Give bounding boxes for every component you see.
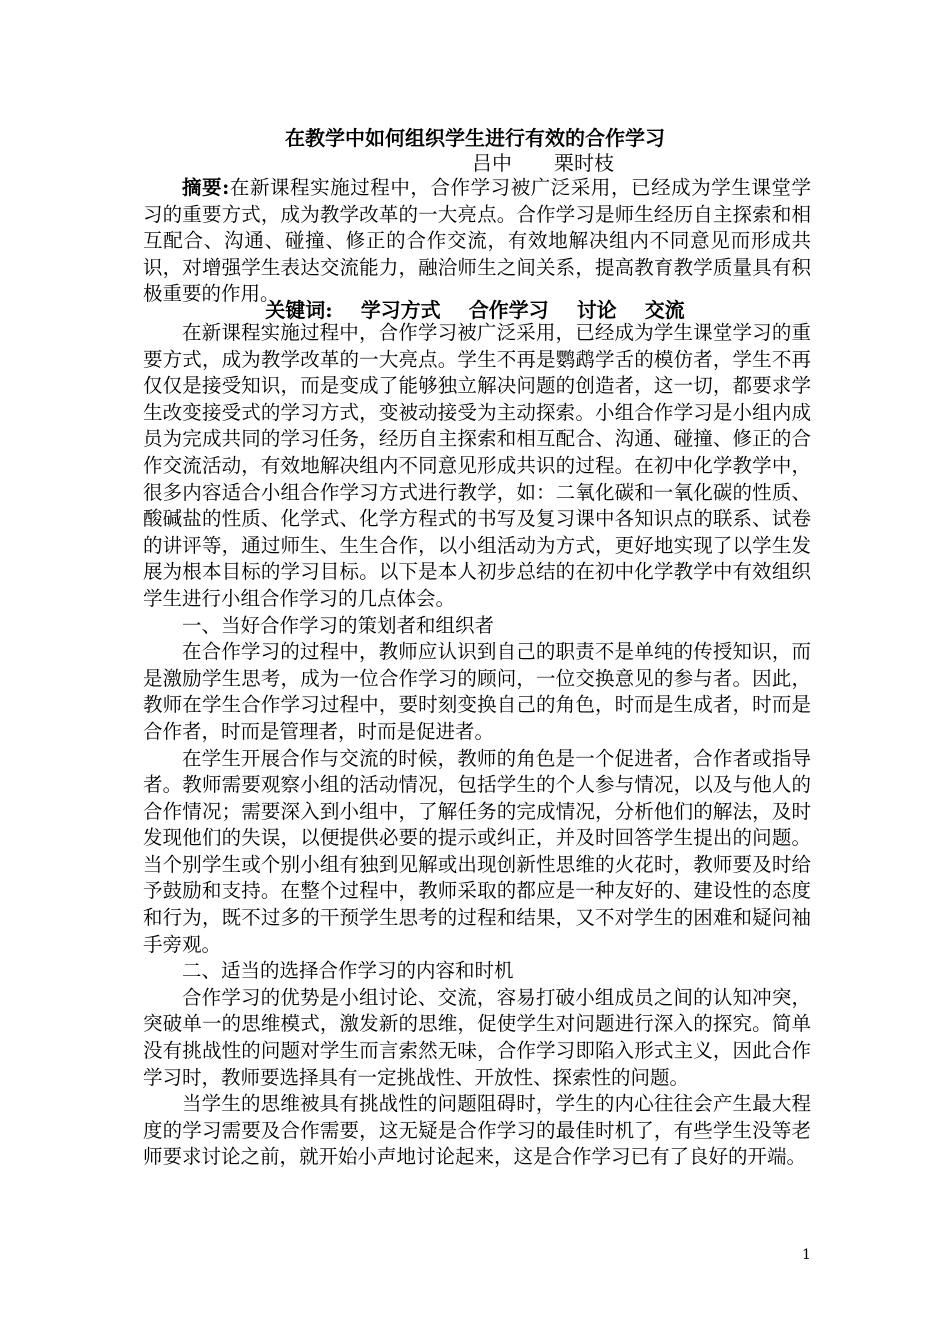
keyword: 交流	[644, 298, 685, 322]
article-body	[143, 320, 811, 1171]
keyword: 学习方式	[360, 298, 441, 322]
body-paragraph: 在合作学习的过程中，教师应认识到自己的职责不是单纯的传授知识，而是激励学生思考，成为一位合作学习的顾问，一位交换意见的参与者。因此，教师在学生合作学习过程中，要时刻变换自己的角色，时而是生成者，时而是合作者，时而是管理者，时而是促进者。	[143, 640, 811, 743]
section-heading: 一、当好合作学习的策划者和组织者	[182, 613, 495, 637]
keyword: 讨论	[576, 298, 617, 322]
abstract	[143, 175, 811, 308]
abstract-label: 摘要:	[182, 176, 230, 199]
section-heading: 二、适当的选择合作学习的内容和时机	[182, 959, 514, 983]
body-paragraph: 当学生的思维被具有挑战性的问题阻碍时，学生的内心往往会产生最大程度的学习需要及合作需要，这无疑是合作学习的最佳时机了，有些学生没等老师要求讨论之前，就开始小声地讨论起来，这是合作学习已有了良好的开端。	[143, 1092, 811, 1169]
author-line	[472, 150, 614, 176]
page-number: 1	[802, 1247, 811, 1263]
keyword: 合作学习	[468, 298, 549, 322]
body-paragraph: 合作学习的优势是小组讨论、交流，容易打破小组成员之间的认知冲突，突破单一的思维模式，激发新的思维，促使学生对问题进行深入的探究。简单没有挑战性的问题对学生而言索然无味，合作学习即陷入形式主义，因此合作学习时，教师要选择具有一定挑战性、开放性、探索性的问题。	[143, 985, 811, 1089]
body-paragraph: 在新课程实施过程中，合作学习被广泛采用，已经成为学生课堂学习的重要方式，成为教学改革的一大亮点。学生不再是鹦鹉学舌的模仿者，学生不再仅仅是接受知识，而是变成了能够独立解决问题的创造者，这一切，都要求学生改变接受式的学习方式，变被动接受为主动探索。小组合作学习是小组内成员为完成共同的学习任务，经历自主探索和相互配合、沟通、碰撞、修正的合作交流活动，有效地解决组内不同意见形成共识的过程。在初中化学教学中，很多内容适合小组合作学习方式进行教学，如：二氧化碳和一氧化碳的性质、酸碱盐的性质、化学式、化学方程式的书写及复习课中各知识点的联系、试卷的讲评等，通过师生、生生合作，以小组活动为方式，更好地实现了以学生发展为根本目标的学习目标。以下是本人初步总结的在初中化学教学中有效组织学生进行小组合作学习的几点体会。	[143, 321, 811, 610]
document-title: 在教学中如何组织学生进行有效的合作学习	[285, 126, 665, 150]
abstract-text: 在新课程实施过程中，合作学习被广泛采用，已经成为学生课堂学习的重要方式，成为教学改革的一大亮点。合作学习是师生经历自主探索和相互配合、沟通、碰撞、修正的合作交流，有效地解决组内不同意见而形成共识，对增强学生表达交流能力，融洽师生之间关系，提高教育教学质量具有积极重要的作用。	[143, 176, 811, 306]
body-paragraph: 在学生开展合作与交流的时候，教师的角色是一个促进者，合作者或指导者。教师需要观察小组的活动情况，包括学生的个人参与情况，以及与他人的合作情况；需要深入到小组中，了解任务的完成情况，分析他们的解法，及时发现他们的失误，以便提供必要的提示或纠正，并及时回答学生提出的问题。当个别学生或个别小组有独到见解或出现创新性思维的火花时，教师要及时给予鼓励和支持。在整个过程中，教师采取的都应是一种友好的、建设性的态度和行为，既不过多的干预学生思考的过程和结果，又不对学生的困难和疑问袖手旁观。	[143, 746, 811, 956]
author-name: 吕中	[472, 151, 512, 175]
author-name: 栗时枝	[554, 151, 614, 175]
keywords-label: 关键词:	[265, 298, 333, 322]
